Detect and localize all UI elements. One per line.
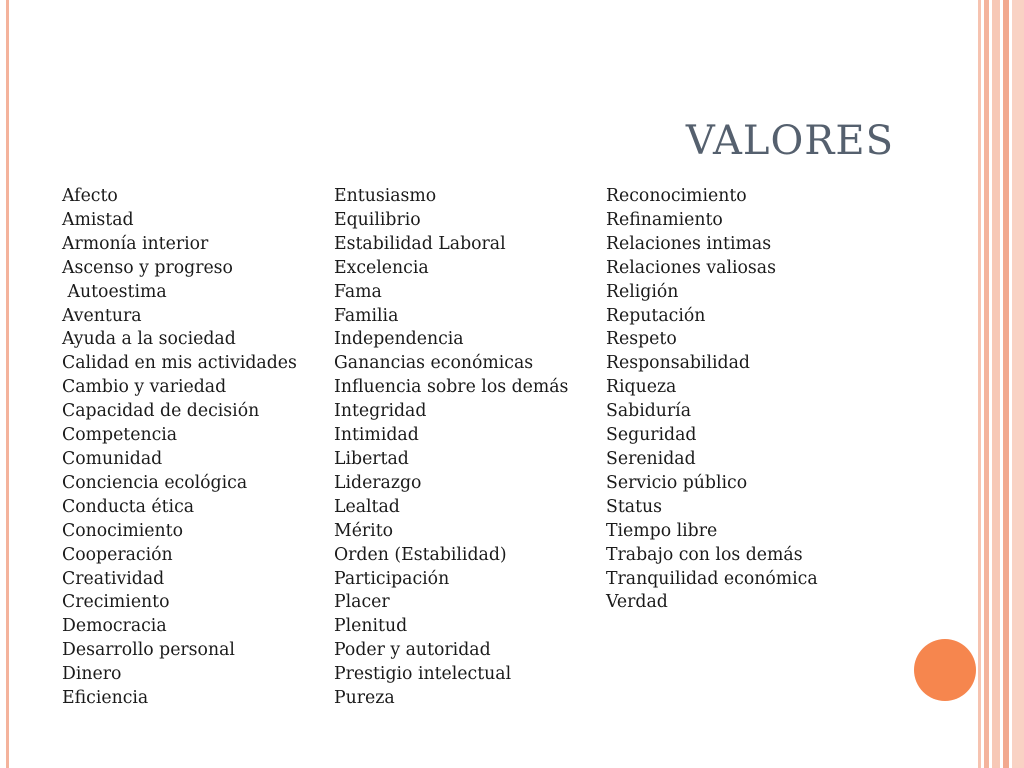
value-item: Excelencia (334, 257, 429, 278)
value-item: Tiempo libre (606, 520, 718, 541)
value-item: Armonía interior (62, 233, 209, 254)
value-item: Refinamiento (606, 209, 723, 230)
values-column-1 (62, 185, 297, 711)
value-item: Lealtad (334, 496, 400, 517)
left-border-stripe (6, 0, 9, 768)
values-column-2 (334, 185, 568, 711)
value-item: Amistad (62, 209, 134, 230)
value-item: Competencia (62, 425, 178, 446)
value-item: Cooperación (62, 544, 173, 565)
value-item: Capacidad de decisión (62, 401, 260, 422)
value-item: Crecimiento (62, 592, 170, 613)
value-item: Participación (334, 568, 450, 589)
value-item: Creatividad (62, 568, 165, 589)
value-item: Conducta ética (62, 496, 195, 517)
value-item: Poder y autoridad (334, 640, 491, 661)
value-item: Independencia (334, 329, 464, 350)
value-item: Respeto (606, 329, 677, 350)
value-item: Riqueza (606, 377, 677, 398)
value-item: Conocimiento (62, 520, 183, 541)
value-item: Equilibrio (334, 209, 421, 230)
value-item: Libertad (334, 448, 409, 469)
value-item: Liderazgo (334, 472, 422, 493)
decorative-stripe (978, 0, 981, 768)
decorative-orange-circle (914, 639, 976, 701)
value-item: Intimidad (334, 425, 419, 446)
value-item: Desarrollo personal (62, 640, 235, 661)
value-item: Responsabilidad (606, 353, 750, 374)
value-item: Estabilidad Laboral (334, 233, 506, 254)
slide-title: VALORES (685, 118, 894, 164)
value-item: Status (606, 496, 663, 517)
value-item: Servicio público (606, 472, 748, 493)
value-item: Religión (606, 281, 679, 302)
value-item: Democracia (62, 616, 167, 637)
value-item: Cambio y variedad (62, 377, 227, 398)
value-item: Placer (334, 592, 390, 613)
decorative-stripe (1012, 0, 1024, 768)
value-item: Fama (334, 281, 382, 302)
values-column-3 (606, 185, 818, 615)
value-item: Plenitud (334, 616, 408, 637)
value-item: Reputación (606, 305, 706, 326)
value-item: Pureza (334, 688, 395, 709)
value-item: Sabiduría (606, 401, 692, 422)
value-item: Tranquilidad económica (606, 568, 818, 589)
value-item: Comunidad (62, 448, 163, 469)
decorative-stripe (984, 0, 989, 768)
value-item: Trabajo con los demás (606, 544, 803, 565)
value-item: Autoestima (62, 281, 167, 302)
value-item: Seguridad (606, 425, 697, 446)
value-item: Verdad (606, 592, 668, 613)
value-item: Familia (334, 305, 399, 326)
value-item: Afecto (62, 186, 118, 206)
value-item: Entusiasmo (334, 186, 437, 206)
value-item: Mérito (334, 520, 394, 541)
value-item: Ayuda a la sociedad (62, 329, 236, 350)
value-item: Orden (Estabilidad) (334, 544, 507, 565)
value-item: Ascenso y progreso (62, 257, 233, 278)
decorative-stripe (1003, 0, 1009, 768)
value-item: Ganancias económicas (334, 353, 534, 374)
value-item: Dinero (62, 664, 122, 685)
value-item: Reconocimiento (606, 186, 747, 206)
decorative-stripe (992, 0, 1000, 768)
value-item: Relaciones intimas (606, 233, 772, 254)
value-item: Influencia sobre los demás (334, 377, 569, 398)
value-item: Conciencia ecológica (62, 472, 248, 493)
value-item: Calidad en mis actividades (62, 353, 297, 374)
value-item: Eficiencia (62, 688, 149, 709)
value-item: Integridad (334, 401, 427, 422)
value-item: Relaciones valiosas (606, 257, 776, 278)
value-item: Aventura (62, 305, 142, 326)
value-item: Prestigio intelectual (334, 664, 512, 685)
value-item: Serenidad (606, 448, 696, 469)
